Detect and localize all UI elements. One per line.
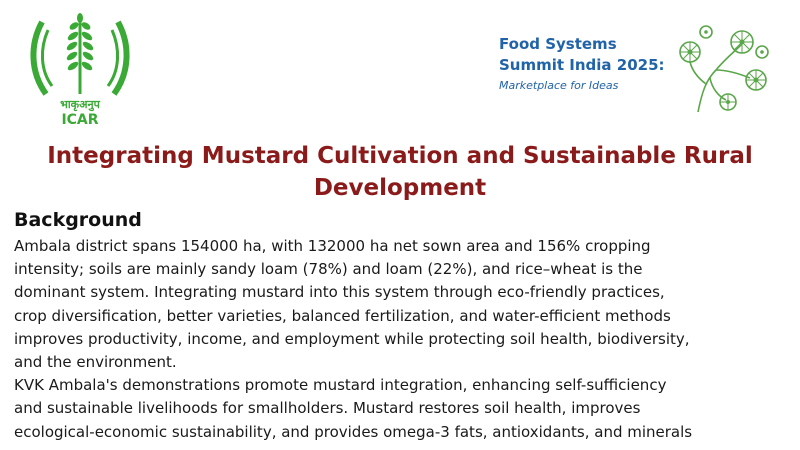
fss-flower-logo bbox=[676, 22, 776, 114]
icar-label: ICAR bbox=[61, 112, 99, 128]
icar-devanagari-label: भाकृअनुप bbox=[60, 98, 100, 111]
page-title bbox=[0, 140, 800, 204]
body-line: and sustainable livelihoods for smallholders. Mustard restores soil health, improves bbox=[14, 399, 641, 418]
background-paragraph bbox=[14, 235, 789, 444]
title-line-1: Integrating Mustard Cultivation and Sustainable Rural bbox=[47, 143, 753, 169]
title-line-2: Development bbox=[313, 175, 487, 201]
body-line: ecological-economic sustainability, and provides omega-3 fats, antioxidants, and minerals bbox=[14, 422, 693, 441]
icar-logo bbox=[28, 10, 132, 128]
dandelion-flower-icon bbox=[676, 22, 776, 114]
body-line: KVK Ambala's demonstrations promote mustard integration, enhancing self-sufficiency bbox=[14, 376, 667, 395]
body-line: improves productivity, income, and employment while protecting soil health, biodiversity, bbox=[14, 329, 690, 348]
fss-logo-subtitle: Marketplace for Ideas bbox=[499, 79, 619, 92]
body-line: intensity; soils are mainly sandy loam (78%) and loam (22%), and rice–wheat is the bbox=[14, 260, 643, 279]
body-line: crop diversification, better varieties, balanced fertilization, and water-efficient methods bbox=[14, 306, 671, 325]
body-line: Ambala district spans 154000 ha, with 132000 ha net sown area and 156% cropping bbox=[14, 237, 651, 255]
fss-title-line-2: Summit India 2025: bbox=[499, 56, 665, 74]
section-heading: Background bbox=[14, 209, 142, 231]
body-line: dominant system. Integrating mustard into this system through eco-friendly practices, bbox=[14, 283, 665, 302]
icar-wheat-emblem-icon bbox=[28, 10, 132, 128]
body-line: and the environment. bbox=[14, 353, 177, 372]
fss-logo-title bbox=[499, 34, 665, 76]
fss-title-line-1: Food Systems bbox=[499, 35, 617, 53]
